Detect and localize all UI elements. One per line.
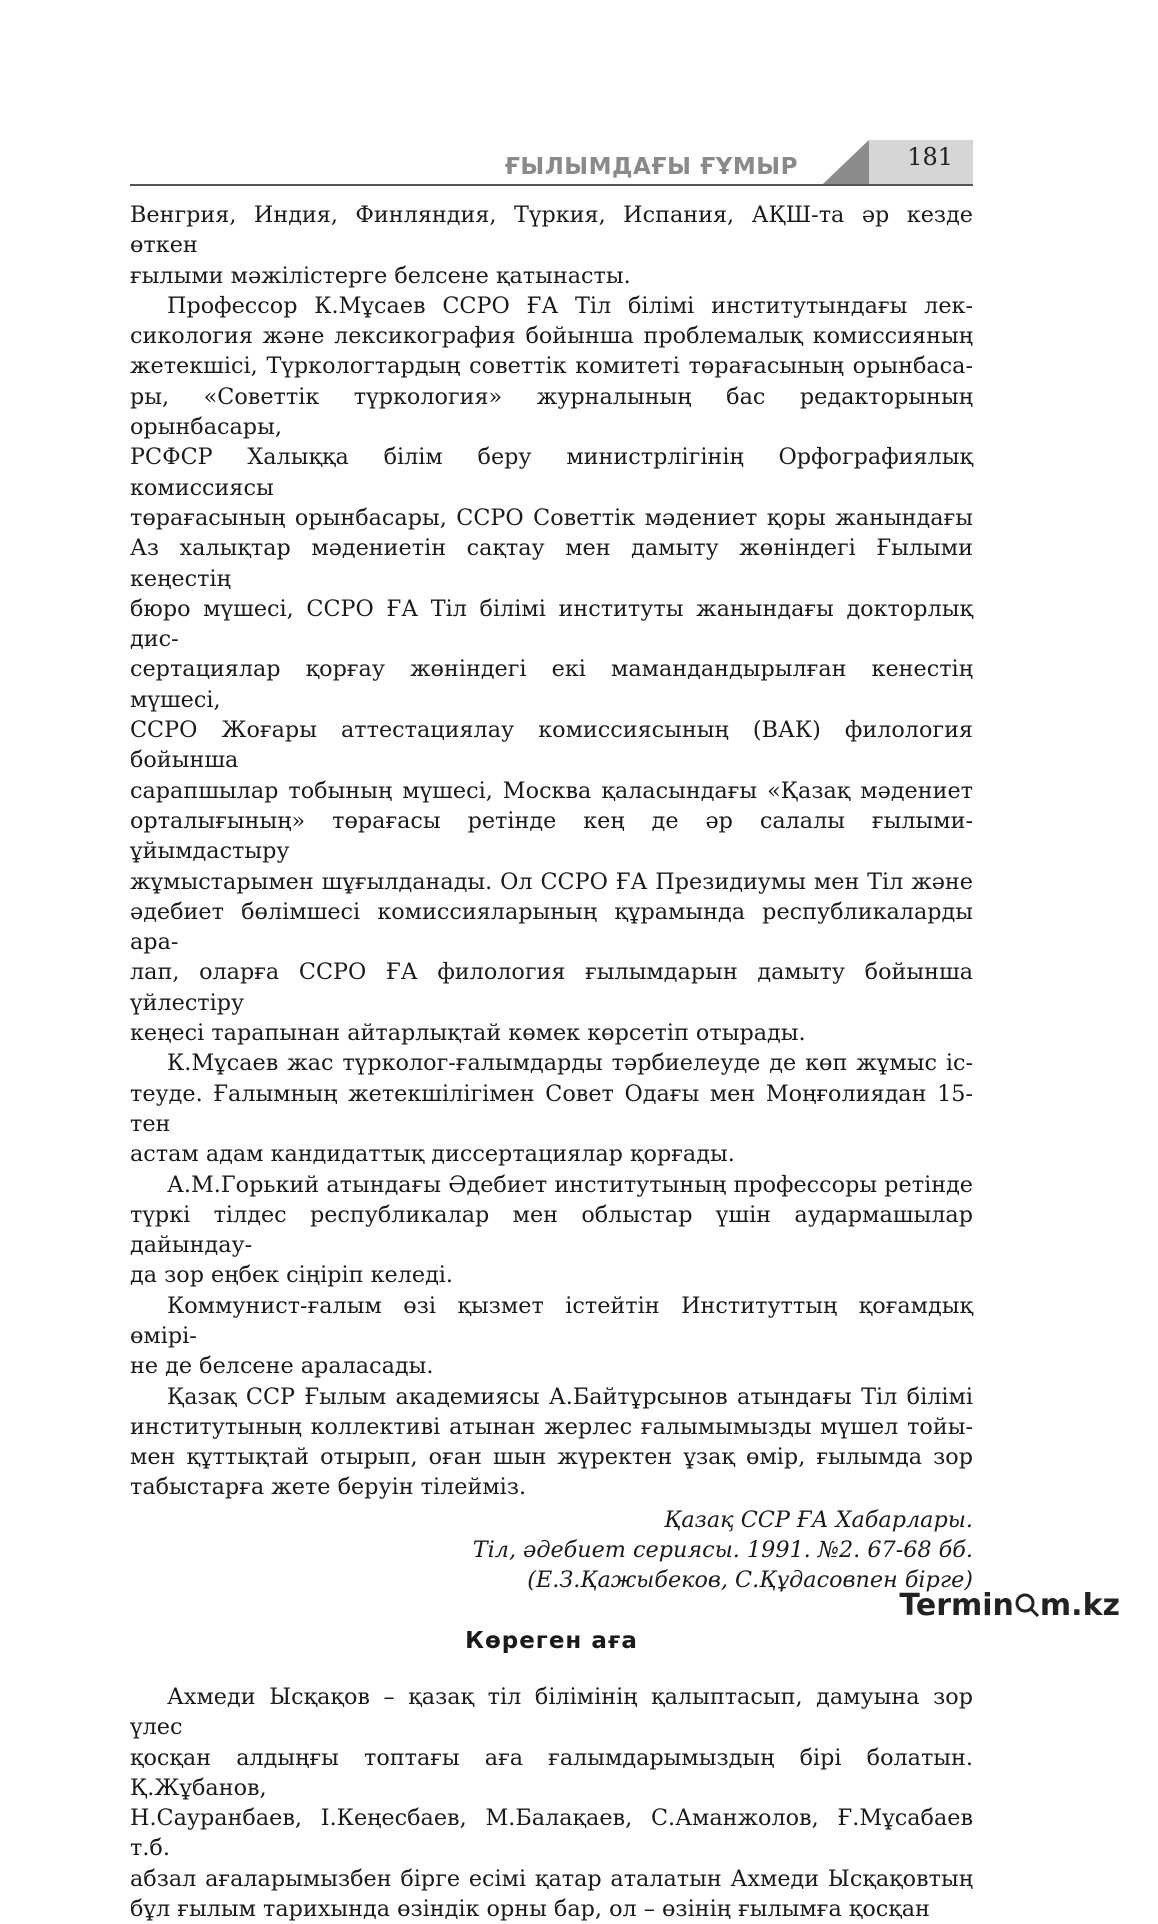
running-header-title: ҒЫЛЫМДАҒЫ ҒҰМЫР [504, 154, 798, 180]
body-text [130, 200, 973, 1924]
text-line: кеңесі тарапынан айтарлықтай көмек көрсетіп отырады. [130, 1020, 806, 1047]
text-line: Қазақ ССР Ғылым академиясы А.Байтұрсынов атындағы Тіл білімі [167, 1383, 973, 1410]
text-line: Профессор К.Мұсаев ССРО ҒА Тіл білімі институтындағы лек- [167, 292, 973, 319]
text-line: Венгрия, Индия, Финляндия, Түркия, Испания, АҚШ-та әр кезде өткен [130, 202, 973, 259]
text-line: әдебиет бөлімшесі комиссияларының құрамында республикаларды ара- [130, 898, 973, 956]
paragraph [130, 1382, 973, 1503]
citation-line: Қазақ ССР ҒА Хабарлары. [664, 1506, 973, 1533]
text-line: сертациялар қорғау жөніндегі екі мамандандырылған кенестің мүшесі, [130, 656, 973, 713]
watermark-text-before: ermin [915, 1588, 1014, 1623]
text-line: сикология және лексикография бойынша проблемалық комиссияның [130, 323, 973, 350]
text-line: ғылыми мәжілістерге белсене қатынасты. [130, 262, 631, 289]
text-line: қосқан алдыңғы топтағы аға ғалымдарымыздың бірі болатын. Қ.Жұбанов, [130, 1744, 973, 1801]
text-line: сарапшылар тобының мүшесі, Москва қаласындағы «Қазақ мәдениет [130, 777, 973, 804]
text-line: табыстарға жете беруін тілейміз. [130, 1474, 527, 1501]
watermark-text-after: m.kz [1039, 1588, 1120, 1623]
text-line: теуде. Ғалымның жетекшілігімен Совет Одағы мен Моңғолиядан 15-тен [130, 1080, 973, 1137]
text-line: бұл ғылым тарихында өзіндік орны бар, ол – өзінің ғылымға қосқан [130, 1896, 930, 1923]
text-line: Коммунист-ғалым өзі қызмет істейтін Институттың қоғамдық өмірі- [130, 1292, 973, 1349]
text-line: да зор еңбек сіңіріп келеді. [130, 1262, 454, 1289]
text-line: түркі тілдес республикалар мен облыстар үшін аудармашылар дайындау- [130, 1201, 973, 1259]
watermark-first-letter: T [899, 1588, 916, 1623]
text-line: бюро мүшесі, ССРО ҒА Тіл білімі институты жанындағы докторлық дис- [130, 595, 973, 653]
paragraph [130, 1170, 973, 1291]
paragraph [130, 200, 973, 291]
text-line: институтының коллективі атынан жерлес ғалымымызды мүшел тойы- [130, 1413, 973, 1440]
watermark-magnifier-icon [1014, 1588, 1040, 1623]
text-line: ССРО Жоғары аттестациялау комиссиясының (ВАК) филология бойынша [130, 717, 973, 774]
text-line: астам адам кандидаттық диссертациялар қорғады. [130, 1141, 735, 1168]
paragraph-group-2 [130, 1682, 973, 1924]
text-line: мен құттықтай отырып, оған шын жүректен ұзақ өмір, ғылымда зор [130, 1444, 973, 1471]
text-line: орталығының» төрағасы ретінде кең де әр салалы ғылыми-ұйымдастыру [130, 807, 973, 865]
paragraph [130, 1048, 973, 1169]
text-line: Ахмеди Ысқақов – қазақ тіл білімінің қалыптасып, дамуына зор үлес [130, 1683, 973, 1741]
section-heading: Көреген аға [465, 1627, 638, 1654]
text-line: төрағасының орынбасары, ССРО Советтік мәдениет қоры жанындағы [130, 504, 973, 531]
text-line: А.М.Горький атындағы Әдебиет институтының профессоры ретінде [167, 1171, 973, 1198]
paragraph [130, 291, 973, 1048]
text-line: лап, оларға ССРО ҒА филология ғылымдарын дамыту бойынша үйлестіру [130, 959, 973, 1016]
text-line: ры, «Советтік түркология» журналының бас редакторының орынбасары, [130, 383, 973, 441]
text-line: абзал ағаларымызбен бірге есімі қатар аталатын Ахмеди Ысқақовтың [130, 1865, 973, 1892]
page-number-tab [823, 140, 973, 184]
paragraph [130, 1291, 973, 1382]
citation-line: (Е.З.Қажыбеков, С.Құдасовпен бірге) [527, 1567, 973, 1594]
header-rule [130, 184, 973, 186]
text-line: жетекшісі, Түркологтардың советтік комитеті төрағасының орынбаса- [130, 353, 973, 380]
text-line: не де белсене араласады. [130, 1353, 434, 1380]
page-number: 181 [907, 143, 953, 171]
text-line: Н.Сауранбаев, І.Кеңесбаев, М.Балақаев, С.Аманжолов, Ғ.Мұсабаев т.б. [130, 1805, 973, 1862]
text-line: К.Мұсаев жас түрколог-ғалымдарды тәрбиелеуде де көп жұмыс іс- [167, 1050, 973, 1077]
watermark-logo [899, 1588, 1120, 1623]
text-line: Аз халықтар мәдениетін сақтау мен дамыту жөніндегі Ғылыми кеңестің [130, 535, 973, 592]
text-line: РСФСР Халыққа білім беру министрлігінің Орфографиялық комиссиясы [130, 444, 973, 501]
text-line: жұмыстарымен шұғылданады. Ол ССРО ҒА Президиумы мен Тіл және [130, 868, 973, 895]
paragraph-group [130, 200, 973, 1503]
citation-line: Тіл, әдебиет сериясы. 1991. №2. 67-68 бб. [472, 1537, 973, 1564]
running-header [130, 138, 973, 186]
citation [130, 1505, 973, 1596]
paragraph [130, 1682, 973, 1924]
